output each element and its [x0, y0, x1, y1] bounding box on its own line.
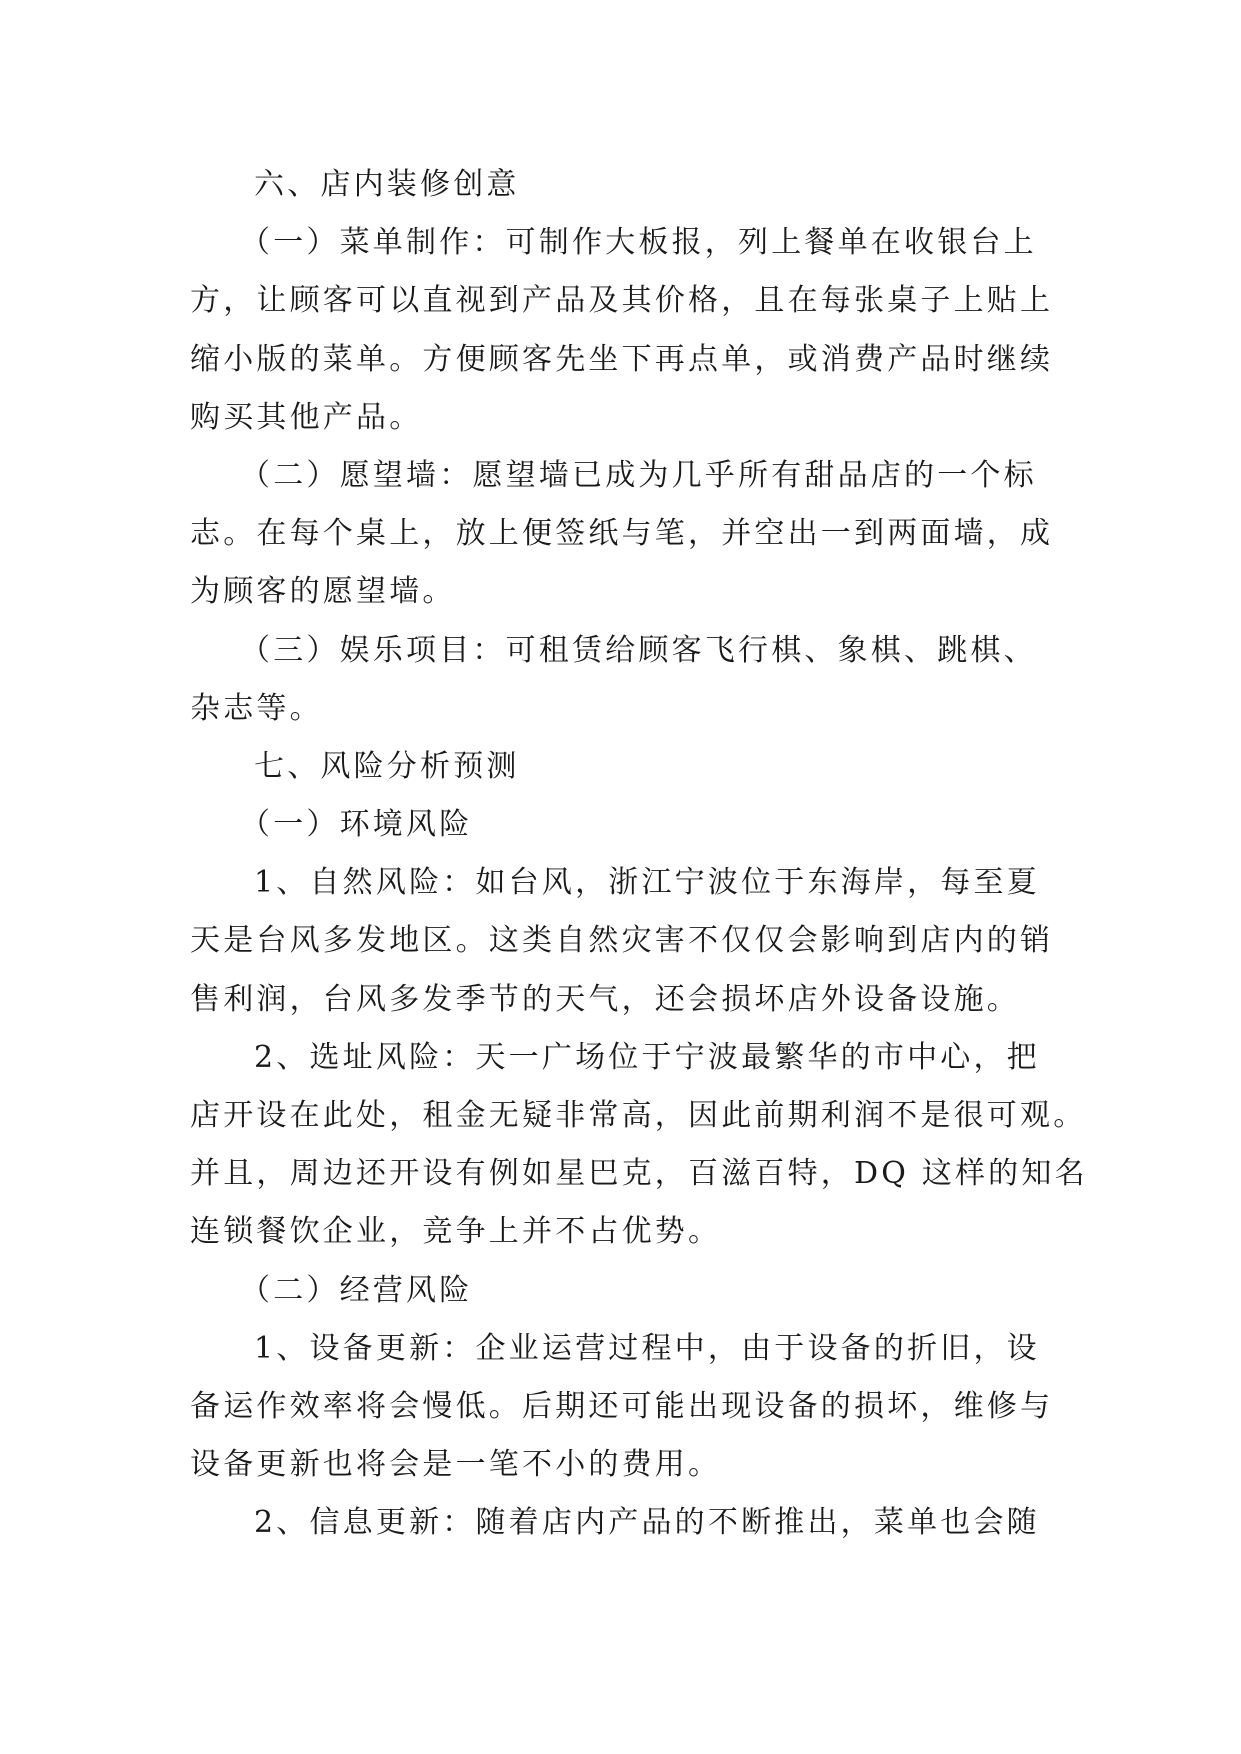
paragraph-line: 2、信息更新：随着店内产品的不断推出，菜单也会随 — [254, 1505, 1040, 1541]
paragraph-line: 志。在每个桌上，放上便签纸与笔，并空出一到两面墙，成 — [190, 516, 1054, 552]
paragraph-line: 1、自然风险：如台风，浙江宁波位于东海岸，每至夏 — [254, 865, 1040, 901]
paragraph-line: 方，让顾客可以直视到产品及其价格，且在每张桌子上贴上 — [190, 283, 1054, 319]
paragraph-line: 缩小版的菜单。方便顾客先坐下再点单，或消费产品时继续 — [190, 341, 1054, 377]
paragraph-line: （一）菜单制作：可制作大板报，列上餐单在收银台上 — [240, 225, 1037, 261]
subsection-heading: （一）环境风险 — [240, 807, 473, 843]
paragraph-line: （三）娱乐项目：可租赁给顾客飞行棋、象棋、跳棋、 — [240, 632, 1037, 668]
paragraph-line: 为顾客的愿望墙。 — [190, 574, 456, 610]
paragraph-line: 天是台风多发地区。这类自然灾害不仅仅会影响到店内的销 — [190, 923, 1054, 959]
paragraph-line: 店开设在此处，租金无疑非常高，因此前期利润不是很可观。 — [190, 1098, 1087, 1133]
paragraph-line: 连锁餐饮企业，竞争上并不占优势。 — [190, 1214, 722, 1250]
subsection-heading: （二）经营风险 — [240, 1272, 473, 1308]
paragraph-line: 设备更新也将会是一笔不小的费用。 — [190, 1447, 722, 1483]
paragraph-line: 并且，周边还开设有例如星巴克，百滋百特，DQ 这样的知名 — [190, 1156, 1088, 1192]
paragraph-line: 备运作效率将会慢低。后期还可能出现设备的损坏，维修与 — [190, 1388, 1054, 1424]
section-heading: 七、风险分析预测 — [254, 748, 520, 784]
paragraph-line: 杂志等。 — [190, 690, 323, 726]
section-heading: 六、店内装修创意 — [254, 167, 520, 202]
paragraph-line: 1、设备更新：企业运营过程中，由于设备的折旧，设 — [254, 1330, 1040, 1366]
paragraph-line: 2、选址风险：天一广场位于宁波最繁华的市中心，把 — [254, 1039, 1040, 1075]
paragraph-line: 购买其他产品。 — [190, 399, 423, 435]
document-body — [190, 156, 1088, 1553]
paragraph-line: 售利润，台风多发季节的天气，还会损坏店外设备设施。 — [190, 981, 1020, 1017]
paragraph-line: （二）愿望墙：愿望墙已成为几乎所有甜品店的一个标 — [240, 457, 1037, 493]
